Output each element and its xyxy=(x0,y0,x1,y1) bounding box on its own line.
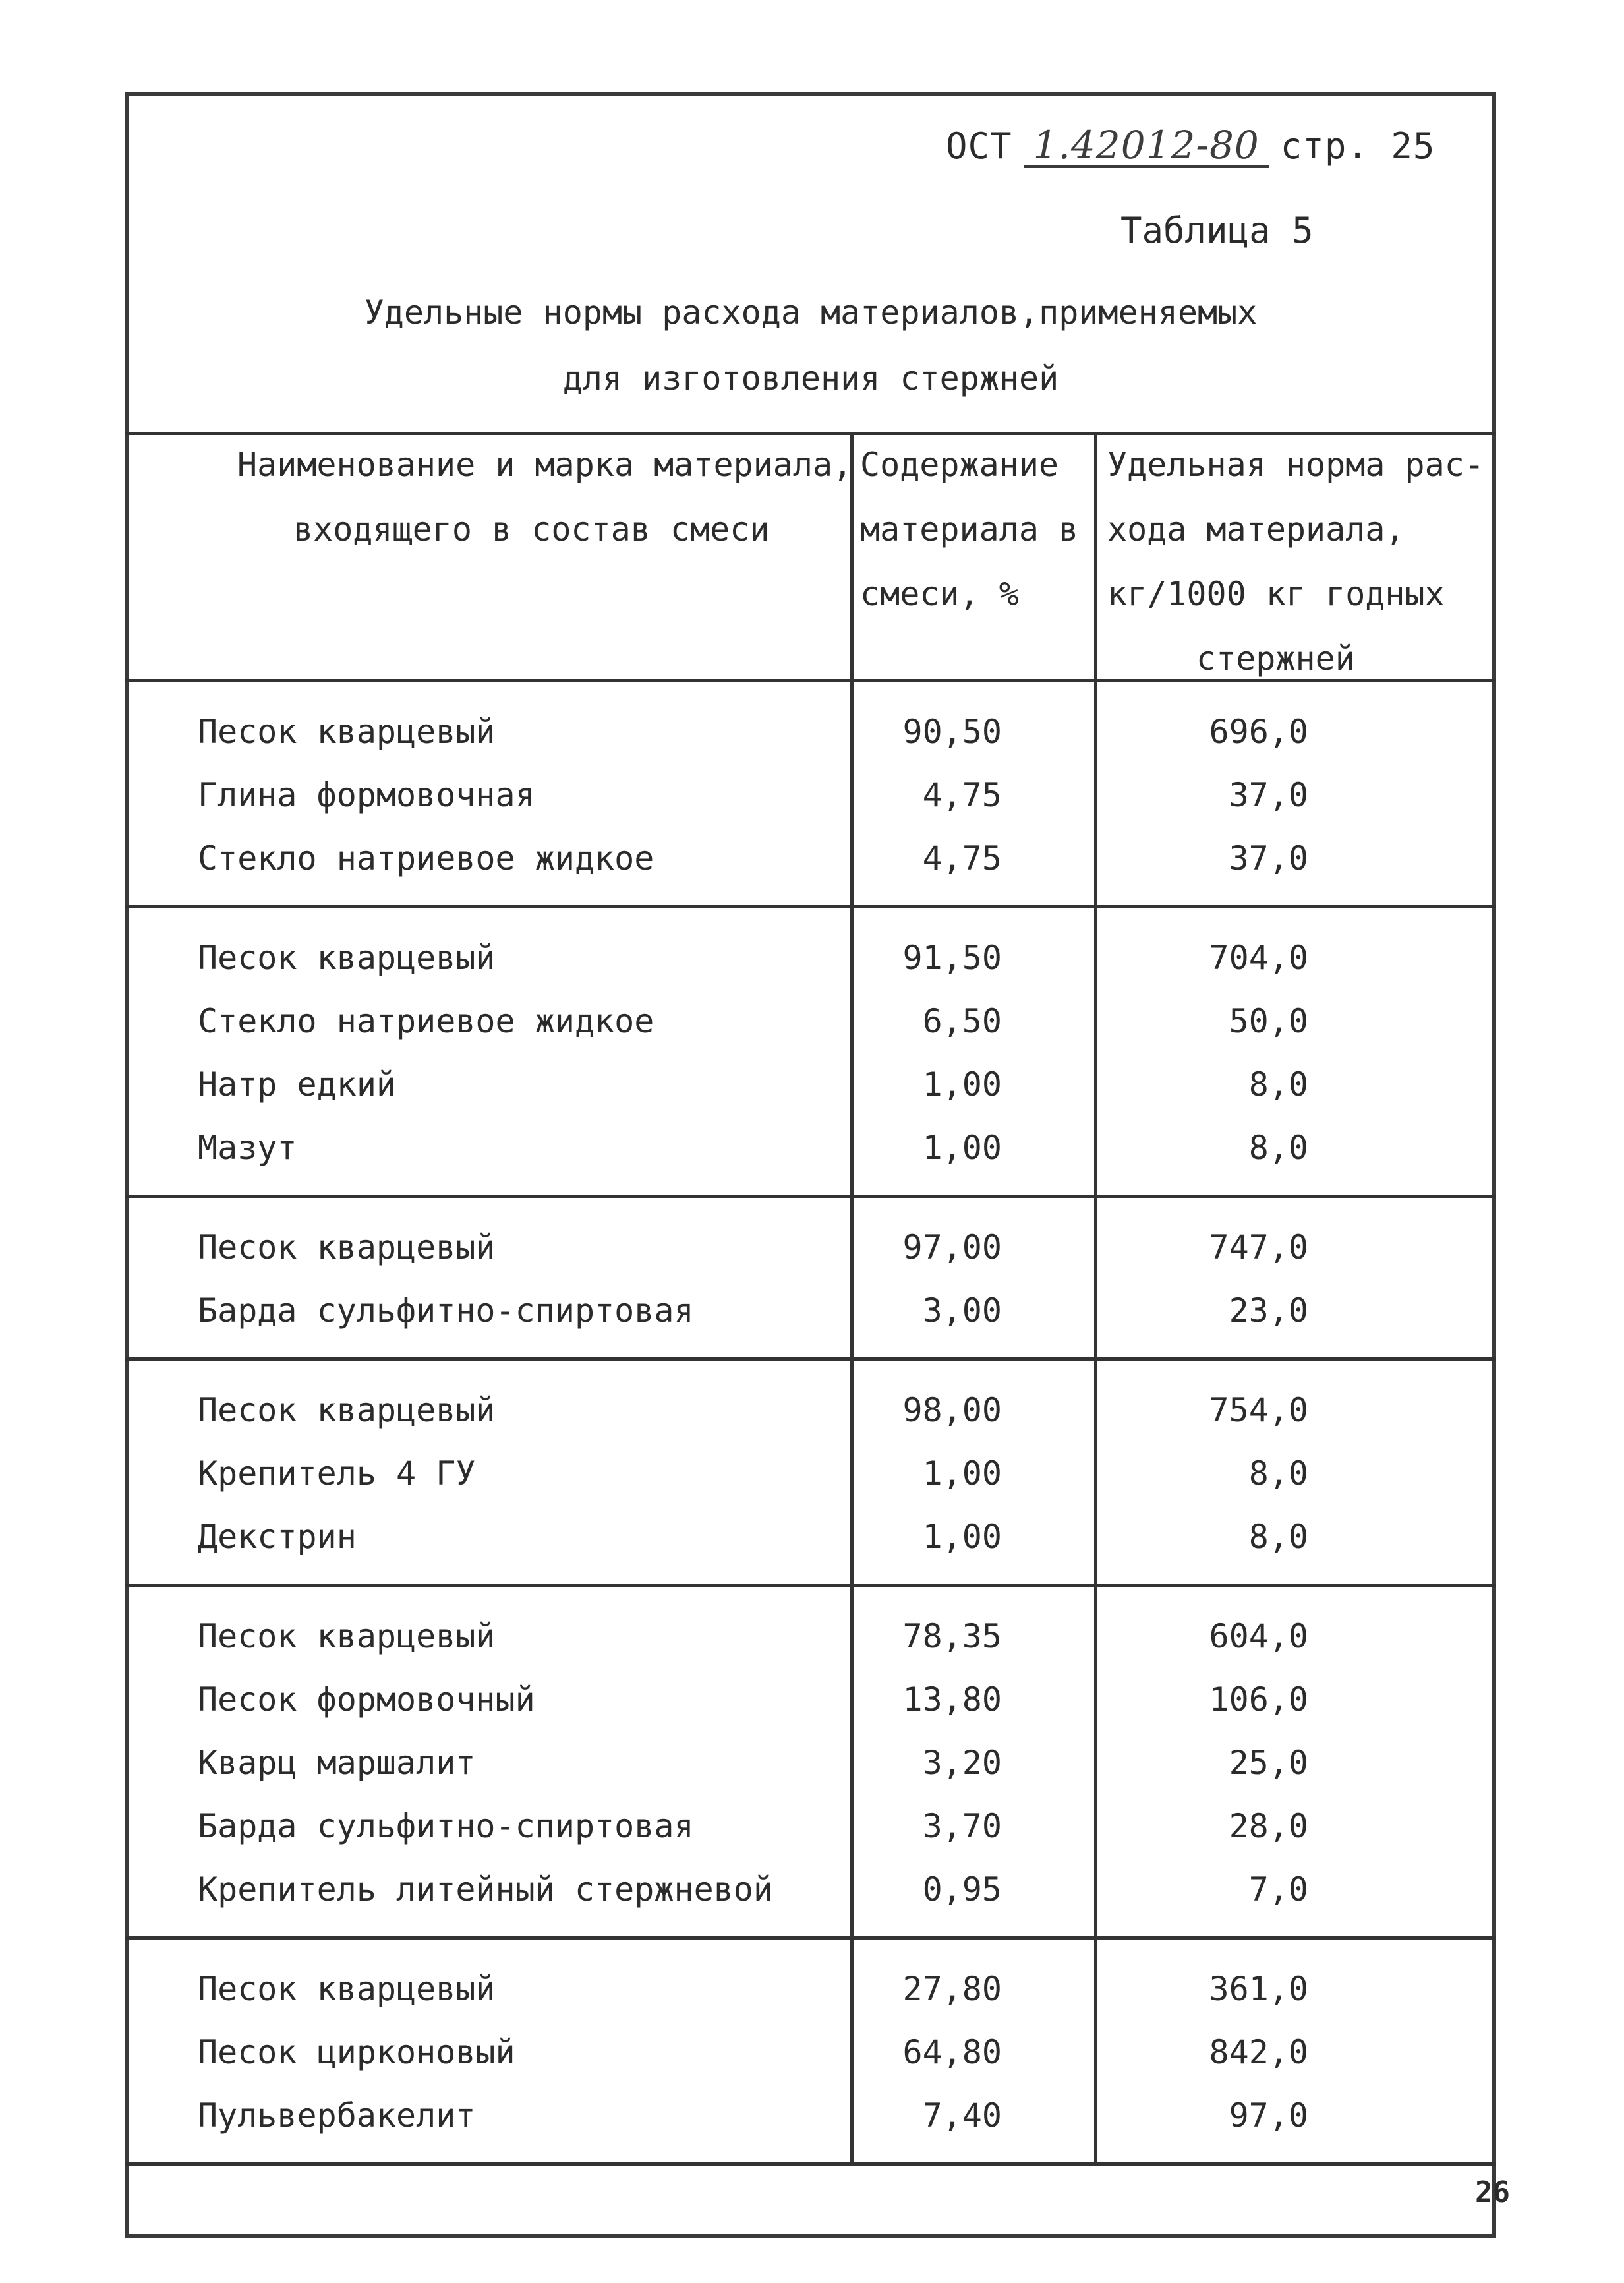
ost-number: 1.42012-80 xyxy=(1024,125,1269,168)
content-percent: 27,80 xyxy=(902,1970,1002,2008)
content-percent: 4,75 xyxy=(922,776,1002,814)
material-name: Песок кварцевый xyxy=(198,1391,496,1429)
content-percent: 3,00 xyxy=(922,1291,1002,1330)
content-percent: 1,00 xyxy=(922,1518,1002,1556)
material-name: Стекло натриевое жидкое xyxy=(198,839,654,877)
ost-prefix: ОСТ xyxy=(946,125,1012,167)
content-percent: 91,50 xyxy=(902,939,1002,977)
group-separator xyxy=(125,1584,1496,1587)
material-name: Песок кварцевый xyxy=(198,1970,496,2008)
material-name: Стекло натриевое жидкое xyxy=(198,1002,654,1040)
norm-value: 747,0 xyxy=(1209,1228,1308,1266)
content-percent: 3,20 xyxy=(922,1744,1002,1782)
content-percent: 3,70 xyxy=(922,1807,1002,1845)
norm-value: 25,0 xyxy=(1229,1744,1308,1782)
column-header-norm-line: стержней xyxy=(1196,639,1355,678)
material-name: Мазут xyxy=(198,1129,297,1167)
material-name: Барда сульфитно-спиртовая xyxy=(198,1291,694,1330)
material-name: Крепитель литейный стержневой xyxy=(198,1870,773,1909)
norm-value: 8,0 xyxy=(1248,1518,1308,1556)
column-header-norm-line: кг/1000 кг годных xyxy=(1107,575,1445,613)
norm-value: 97,0 xyxy=(1229,2096,1308,2135)
norm-value: 842,0 xyxy=(1209,2033,1308,2071)
group-separator xyxy=(125,1357,1496,1361)
content-percent: 78,35 xyxy=(902,1617,1002,1655)
column-header-norm-line: Удельная норма рас- xyxy=(1107,446,1484,484)
group-separator xyxy=(125,1936,1496,1940)
norm-value: 704,0 xyxy=(1209,939,1308,977)
column-header-name-line: Наименование и марка материала, xyxy=(237,446,853,484)
page-label: стр. 25 xyxy=(1280,125,1436,167)
material-name: Песок кварцевый xyxy=(198,1228,496,1266)
material-name: Декстрин xyxy=(198,1518,357,1556)
table-title-line-2: для изготовления стержней xyxy=(562,359,1059,398)
content-percent: 0,95 xyxy=(922,1870,1002,1909)
group-separator xyxy=(125,1195,1496,1198)
column-header-norm-line: хода материала, xyxy=(1107,510,1405,549)
material-name: Песок цирконовый xyxy=(198,2033,515,2071)
content-percent: 13,80 xyxy=(902,1680,1002,1719)
material-name: Песок кварцевый xyxy=(198,713,496,751)
column-divider-2 xyxy=(1094,432,1097,2162)
column-header-content-line: материала в xyxy=(860,510,1079,549)
page-number: 26 xyxy=(1475,2176,1510,2209)
norm-value: 361,0 xyxy=(1209,1970,1308,2008)
norm-value: 37,0 xyxy=(1229,839,1308,877)
norm-value: 8,0 xyxy=(1248,1065,1308,1104)
table-label: Таблица 5 xyxy=(1120,210,1314,251)
norm-value: 8,0 xyxy=(1248,1454,1308,1493)
content-percent: 6,50 xyxy=(922,1002,1002,1040)
table-title-line-1: Удельные нормы расхода материалов,применяемых xyxy=(364,293,1258,332)
material-name: Кварц маршалит xyxy=(198,1744,476,1782)
norm-value: 28,0 xyxy=(1229,1807,1308,1845)
material-name: Песок формовочный xyxy=(198,1680,535,1719)
material-name: Натр едкий xyxy=(198,1065,397,1104)
content-percent: 7,40 xyxy=(922,2096,1002,2135)
norm-value: 696,0 xyxy=(1209,713,1308,751)
material-name: Пульвербакелит xyxy=(198,2096,476,2135)
norm-value: 8,0 xyxy=(1248,1129,1308,1167)
column-divider-1 xyxy=(850,432,854,2162)
column-header-content-line: смеси, % xyxy=(860,575,1019,613)
content-percent: 97,00 xyxy=(902,1228,1002,1266)
norm-value: 604,0 xyxy=(1209,1617,1308,1655)
column-header-content-line: Содержание xyxy=(860,446,1059,484)
content-percent: 1,00 xyxy=(922,1065,1002,1104)
content-percent: 64,80 xyxy=(902,2033,1002,2071)
norm-value: 7,0 xyxy=(1248,1870,1308,1909)
group-separator xyxy=(125,905,1496,908)
material-name: Глина формовочная xyxy=(198,776,535,814)
table-top-border xyxy=(125,432,1496,435)
norm-value: 106,0 xyxy=(1209,1680,1308,1719)
norm-value: 754,0 xyxy=(1209,1391,1308,1429)
norm-value: 50,0 xyxy=(1229,1002,1308,1040)
material-name: Песок кварцевый xyxy=(198,939,496,977)
group-separator xyxy=(125,2162,1496,2166)
material-name: Крепитель 4 ГУ xyxy=(198,1454,476,1493)
material-name: Барда сульфитно-спиртовая xyxy=(198,1807,694,1845)
content-percent: 1,00 xyxy=(922,1454,1002,1493)
norm-value: 37,0 xyxy=(1229,776,1308,814)
header-bottom-border xyxy=(125,679,1496,682)
norm-value: 23,0 xyxy=(1229,1291,1308,1330)
content-percent: 4,75 xyxy=(922,839,1002,877)
content-percent: 1,00 xyxy=(922,1129,1002,1167)
content-percent: 90,50 xyxy=(902,713,1002,751)
material-name: Песок кварцевый xyxy=(198,1617,496,1655)
column-header-name-line: входящего в состав смеси xyxy=(293,510,770,549)
content-percent: 98,00 xyxy=(902,1391,1002,1429)
document-header xyxy=(946,125,1435,168)
